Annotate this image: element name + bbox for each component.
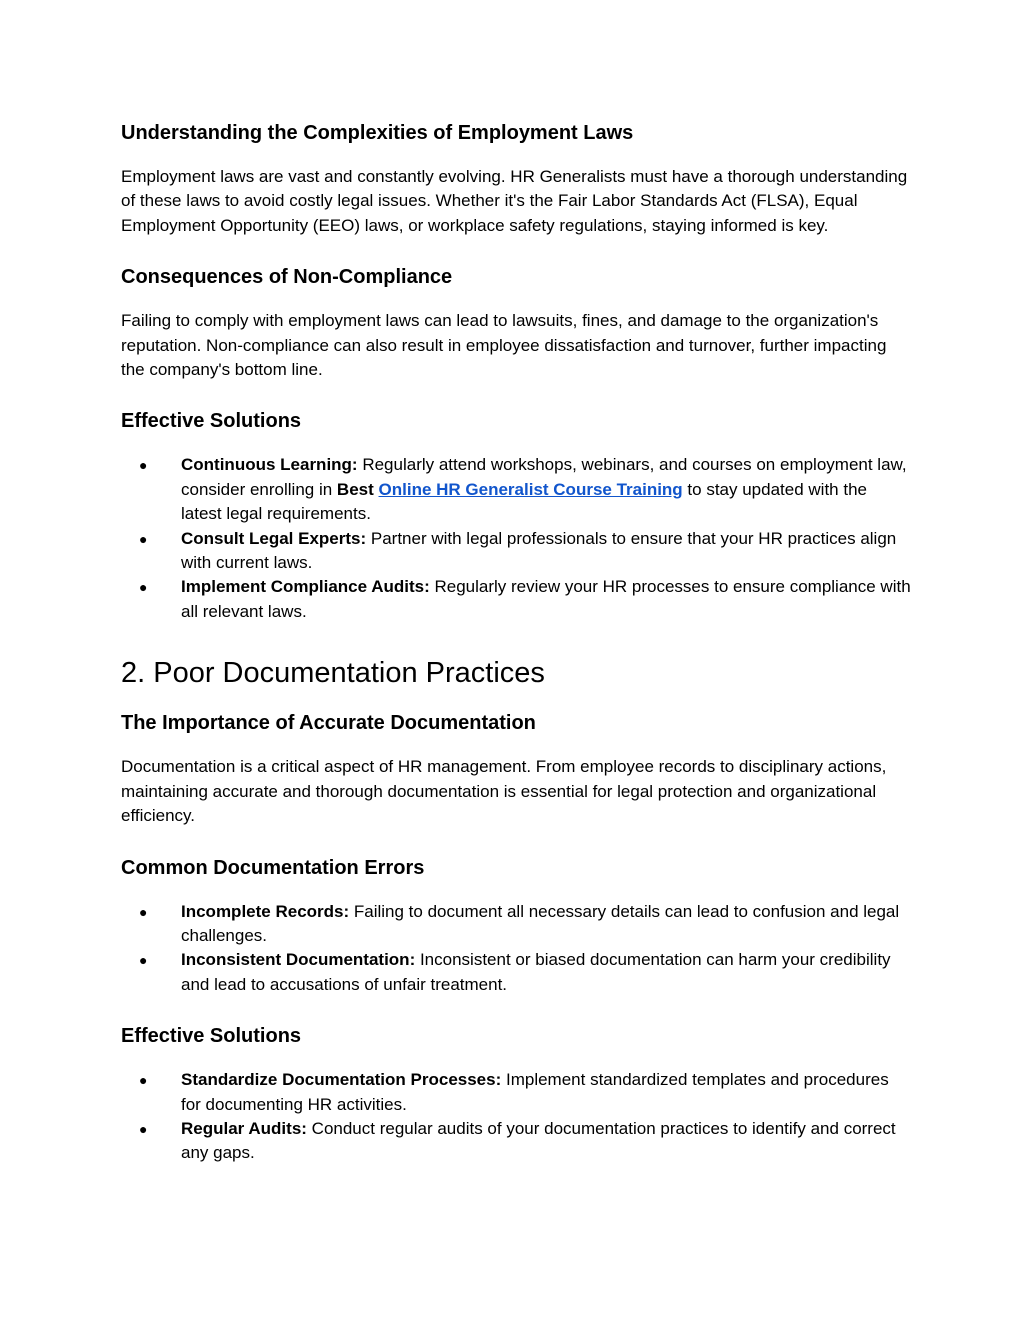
list-item bbox=[121, 1117, 911, 1166]
list-item bbox=[121, 527, 911, 576]
bullet-icon: ● bbox=[139, 579, 148, 596]
item-text: Implement standardized templates and procedures for documenting HR activities. bbox=[181, 1070, 889, 1114]
bullet-icon: ● bbox=[139, 457, 148, 474]
item-text: to stay updated with the latest legal requirements. bbox=[181, 479, 867, 524]
solutions-list-2 bbox=[121, 1068, 911, 1166]
paragraph-employment-laws: Employment laws are vast and constantly evolving. HR Generalists must have a thorough understanding of these laws to avoid costly legal issues. Whether it's the Fair Labor Standards Act (FLSA), Equal Employment Opportunity (EEO) laws, or workplace safety regulations, staying informed is key. bbox=[121, 167, 908, 235]
item-title: Continuous Learning: bbox=[181, 455, 358, 475]
item-text: Conduct regular audits of your documentation practices to identify and correct any gaps. bbox=[181, 1118, 896, 1163]
item-bold-word: Best bbox=[336, 479, 374, 499]
item-title: Inconsistent Documentation: bbox=[181, 950, 416, 970]
bullet-icon: ● bbox=[139, 903, 148, 920]
heading-documentation-errors: Common Documentation Errors bbox=[121, 856, 425, 879]
list-item bbox=[121, 1068, 911, 1117]
bullet-icon: ● bbox=[139, 952, 148, 969]
list-item bbox=[121, 948, 911, 997]
item-text: Failing to document all necessary details can lead to confusion and legal challenges. bbox=[181, 901, 900, 945]
item-title: Implement Compliance Audits: bbox=[181, 577, 430, 597]
paragraph-importance: Documentation is a critical aspect of HR management. From employee records to disciplinary actions, maintaining accurate and thorough documentation is essential for legal protection and organizational efficiency. bbox=[121, 757, 887, 826]
item-text: Partner with legal professionals to ensure that your HR practices align with current laws. bbox=[181, 528, 897, 573]
errors-list bbox=[121, 900, 911, 998]
item-text: Inconsistent or biased documentation can harm your credibility and lead to accusations of unfair treatment. bbox=[181, 950, 891, 994]
list-item bbox=[121, 453, 911, 526]
item-text: Regularly attend workshops, webinars, and courses on employment law, consider enrolling in bbox=[181, 455, 907, 499]
bullet-icon: ● bbox=[139, 530, 148, 547]
item-title: Consult Legal Experts: bbox=[181, 528, 367, 548]
section-title-documentation: 2. Poor Documentation Practices bbox=[121, 657, 545, 690]
document-content bbox=[121, 119, 911, 1166]
heading-importance: The Importance of Accurate Documentation bbox=[121, 712, 536, 735]
list-item bbox=[121, 900, 911, 949]
item-title: Incomplete Records: bbox=[181, 901, 350, 921]
item-title: Standardize Documentation Processes: bbox=[181, 1070, 502, 1090]
paragraph-consequences: Failing to comply with employment laws can lead to lawsuits, fines, and damage to the organization's reputation. Non-compliance can also result in employee dissatisfaction and turnover, further impacting the company's bottom line. bbox=[121, 311, 887, 380]
heading-consequences: Consequences of Non-Compliance bbox=[121, 266, 453, 289]
bullet-icon: ● bbox=[139, 1120, 148, 1137]
heading-employment-laws: Understanding the Complexities of Employment Laws bbox=[121, 122, 634, 144]
heading-effective-solutions-2: Effective Solutions bbox=[121, 1025, 302, 1048]
item-text: Regularly review your HR processes to ensure compliance with all relevant laws. bbox=[181, 577, 911, 621]
list-item bbox=[121, 575, 911, 624]
solutions-list-1 bbox=[121, 453, 911, 624]
course-training-link[interactable]: Online HR Generalist Course Training bbox=[378, 479, 683, 499]
heading-effective-solutions-1: Effective Solutions bbox=[121, 410, 302, 433]
bullet-icon: ● bbox=[139, 1072, 148, 1089]
item-title: Regular Audits: bbox=[181, 1118, 307, 1138]
